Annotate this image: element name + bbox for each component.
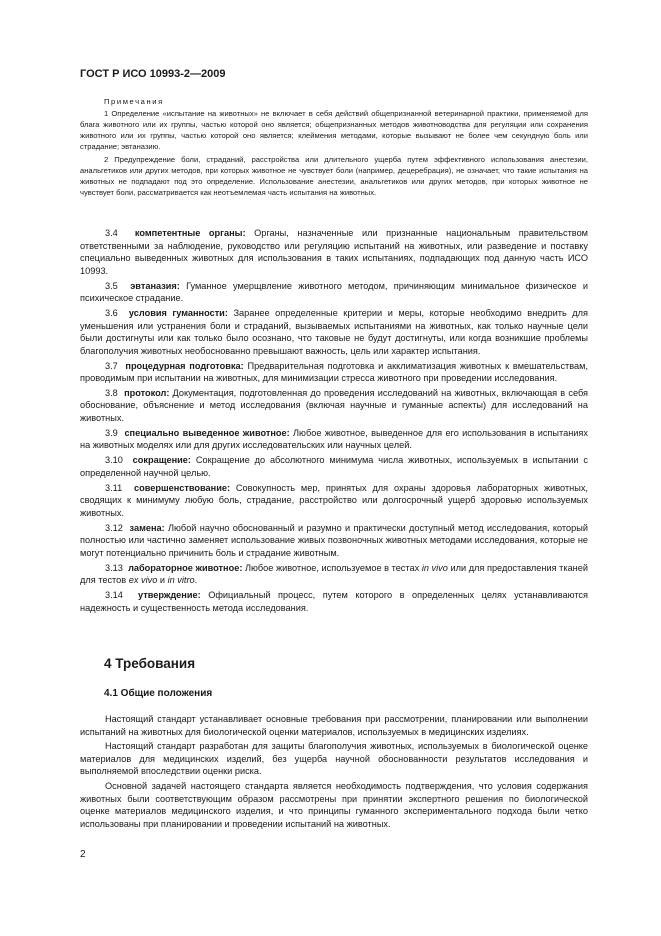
subsection-heading: 4.1 Общие положения [104, 688, 213, 699]
definition-term: замена: [129, 522, 165, 533]
definition-term: условия гуманности: [128, 307, 228, 318]
definition-term: специально выведенное животное: [124, 427, 290, 438]
definitions-list [80, 227, 588, 616]
note-1: 1 Определение «испытание на животных» не включает в себя действий общепризнанной ветеринарной практики, применяемой для блага животного или их группы, частью которой оно является; общепризнанных методов животноводства для регуляции или сохранения животного или их группы, частью которой оно является; клеймения методами, которые вызывают не более чем секундную боль или страдание; эвтаназию. [80, 109, 588, 151]
definition-item: 3.14 утверждение: Официальный процесс, путем которого в определенных целях устанавливаются надежность и существенность метода исследования. [80, 589, 588, 613]
definition-item: 3.8 протокол: Документация, подготовленная до проведения исследований на животных, включающая в себя обоснование, объяснение и метод исследования (включая научные и гуманные аспекты) для исследований на животных. [80, 387, 588, 424]
definition-item: 3.13 лабораторное животное: Любое животное, используемое в тестах in vivo или для предоставления тканей для тестов ex vivo и in vitro. [80, 562, 588, 586]
definition-term: процедурная подготовка: [125, 360, 244, 371]
definition-item: 3.10 сокращение: Сокращение до абсолютного минимума числа животных, используемых в испытании с определенной научной целью. [80, 455, 588, 478]
document-header: ГОСТ Р ИСО 10993-2—2009 [80, 68, 226, 80]
definition-item: 3.11 совершенствование: Совокупность мер, принятых для охраны здоровья лабораторных животных, сводящих к минимуму любую боль, страдание, расстройство или долгосрочный ущерб здоровью используемых животных. [80, 482, 588, 518]
notes-block [80, 96, 588, 198]
definition-term: сокращение: [132, 455, 191, 466]
definition-item: 3.9 специально выведенное животное: Любое животное, выведенное для его использования в испытаниях на животных моделях или для других исследовательских или научных целей. [80, 427, 588, 451]
definition-item: 3.12 замена: Любой научно обоснованный и разумно и практически доступный метод исследования, который полностью или частично заменяет использование живых позвоночных животных методами исследования, которые не могут потенциально причинить боль и страдание животным. [80, 522, 588, 558]
definition-term: утверждение: [137, 589, 201, 600]
paragraph: Настоящий стандарт разработан для защиты благополучия животных, используемых в биологической оценке материалов для медицинских изделий, без ущерба научной обоснованности результатов исследования и выполняемой впоследствии оценки риска. [80, 741, 588, 777]
definition-term: протокол: [124, 387, 170, 398]
section-body [80, 713, 588, 832]
definition-item: 3.6 условия гуманности: Заранее определенные критерии и меры, которые необходимо внедрить для уменьшения или устранения боли и страданий, вызываемых испытаниями на животных, как только научные цели были достигнуты или как только было осознано, что таковые не будут достигнуты, или когда возникшие проблемы благополучия животных необоснованно превышают важность, цель или характер испытания. [80, 307, 589, 356]
definition-item: 3.7 процедурная подготовка: Предварительная подготовка и акклиматизация животных к вмешательствам, проводимым при испытании на животных, для минимизации стресса животного при проведении исследования. [80, 360, 589, 384]
section-heading: 4 Требования [104, 656, 196, 671]
note-2: 2 Предупреждение боли, страданий, расстройства или длительного ущерба путем эффективного использования анестезии, анальгетиков или других методов, при которых животное не чувствует боли (например, децеребрация), не означает, что такие испытания на животных не подпадают под это определение. Использование анестезии, анальгетиков или других методов, при которых животное не чувствует боли, рассматривается как неотъемлемая часть испытания на животных. [80, 155, 588, 197]
definition-term: компетентные органы: [134, 228, 246, 238]
definition-term: совершенствование: [133, 482, 231, 493]
paragraph: Основной задачей настоящего стандарта является необходимость подтверждения, что условия содержания животных были соответствующим образом рассмотрены при принятии экспертного решения по биологической оценке материалов медицинского изделия, и что принципы гуманного экспериментального подхода были четко использованы при планировании и проведении испытаний на животных. [80, 780, 588, 829]
definition-term: эвтаназия: [130, 280, 180, 291]
definition-term: лабораторное животное: [128, 562, 243, 573]
definition-item: 3.4 компетентные органы: Органы, назначенные или признанные национальным правительством ответственными за наблюдение, руководство или регуляцию испытаний на животных, или разведение и поставку специально выведенных животных для использования в таких испытаниях, подпадающих под данную часть ИСО 10993. [80, 228, 589, 276]
paragraph: Настоящий стандарт устанавливает основные требования при рассмотрении, планировании или выполнении испытаний на животных для биологической оценки материалов, используемых в медицинских изделиях. [80, 714, 588, 737]
definition-item: 3.5 эвтаназия: Гуманное умерщвление животного методом, причиняющим минимальное физическое и психическое страдание. [80, 280, 589, 304]
notes-title: Примечания [104, 97, 164, 106]
page-number: 2 [80, 849, 86, 860]
